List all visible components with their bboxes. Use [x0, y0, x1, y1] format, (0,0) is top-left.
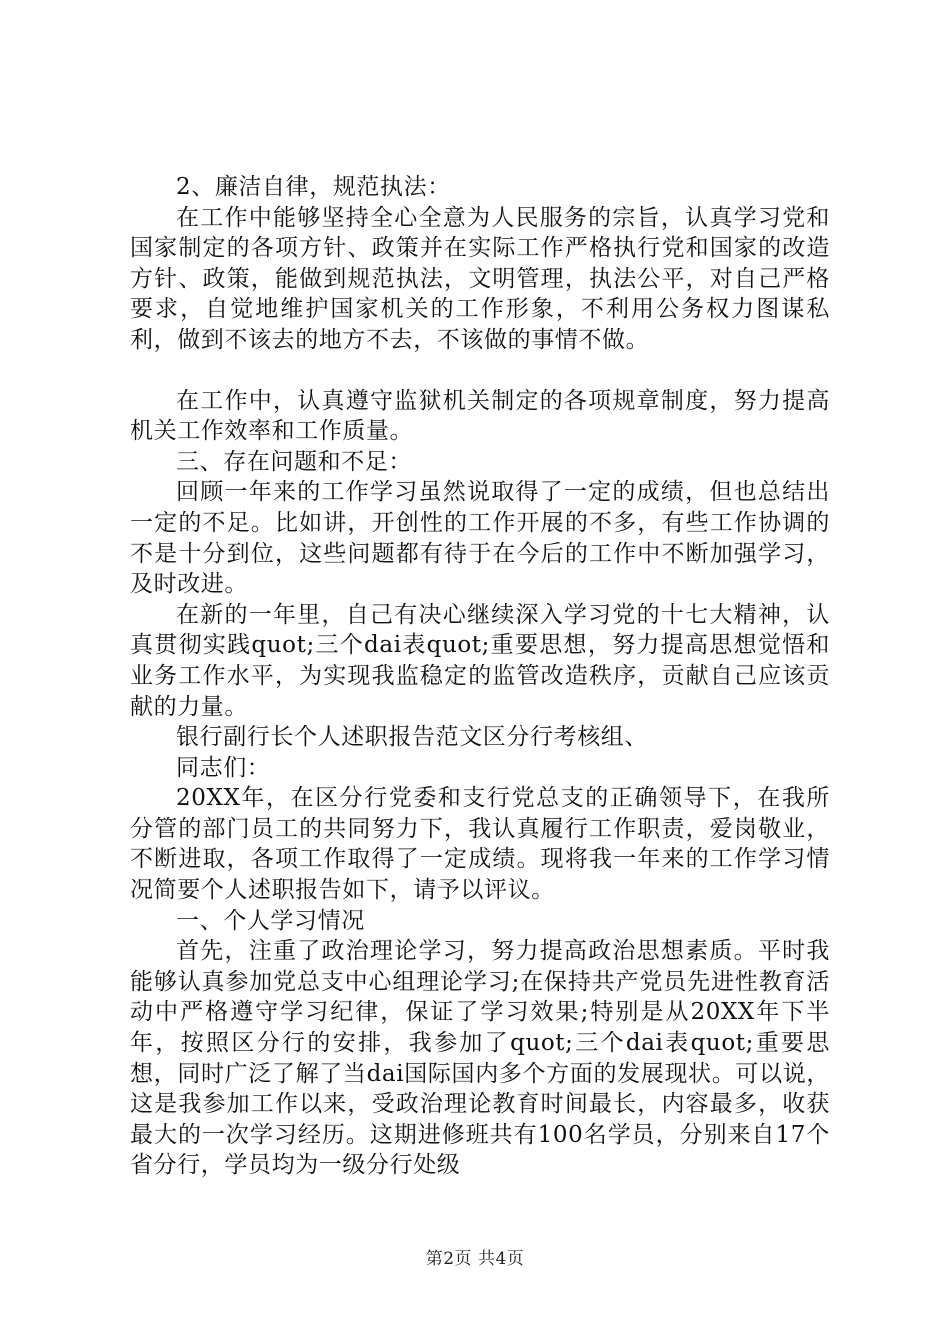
paragraph-review: 回顾一年来的工作学习虽然说取得了一定的成绩，但也总结出一定的不足。比如讲，开创性的工作开展的不多，有些工作协调的不是十分到位，这些问题都有待于在今后的工作中不断加强学习，及时改进。: [130, 479, 830, 598]
section-heading-study: 一、个人学习情况: [176, 907, 365, 934]
section-heading-integrity: 2、廉洁自律，规范执法：: [176, 174, 451, 200]
paragraph-policy-execution: 在工作中能够坚持全心全意为人民服务的宗旨，认真学习党和国家制定的各项方针、政策并在实际工作严格执行党和国家的改造方针、政策，能做到规范执法，文明管理，执法公平，对自己严格要求，自觉地维护国家机关的工作形象，不利用公务权力图谋私利，做到不该去的地方不去，不该做的事情不做。: [130, 204, 830, 353]
paragraph-rules-compliance: 在工作中，认真遵守监狱机关制定的各项规章制度，努力提高机关工作效率和工作质量。: [130, 387, 830, 445]
page-number-footer: 第2页 共4页: [425, 1249, 525, 1269]
report-title: 银行副行长个人述职报告范文区分行考核组、: [176, 724, 648, 751]
paragraph-new-year: 在新的一年里，自己有决心继续深入学习党的十七大精神，认真贯彻实践quot;三个dai表quot;重要思想，努力提高思想觉悟和业务工作水平，为实现我监稳定的监管改造秩序，贡献自己应该贡献的力量。: [130, 601, 830, 720]
salutation: 同志们：: [176, 754, 271, 781]
document-body: [130, 172, 830, 1181]
paragraph-intro: 20XX年，在区分行党委和支行党总支的正确领导下，在我所分管的部门员工的共同努力下，我认真履行工作职责，爱岗敬业，不断进取，各项工作取得了一定成绩。现将我一年来的工作学习情况简要个人述职报告如下，请予以评议。: [130, 785, 830, 904]
paragraph-political-study: 首先，注重了政治理论学习，努力提高政治思想素质。平时我能够认真参加党总支中心组理论学习;在保持共产党员先进性教育活动中严格遵守学习纪律，保证了学习效果;特别是从20XX年下半年，按照区分行的安排，我参加了quot;三个dai表quot;重要思想，同时广泛了解了当dai国际国内多个方面的发展现状。可以说，这是我参加工作以来，受政治理论教育时间最长，内容最多，收获最大的一次学习经历。这期进修班共有100名学员，分别来自17个省分行，学员均为一级分行处级: [130, 938, 830, 1179]
section-heading-problems: 三、存在问题和不足：: [176, 448, 412, 475]
